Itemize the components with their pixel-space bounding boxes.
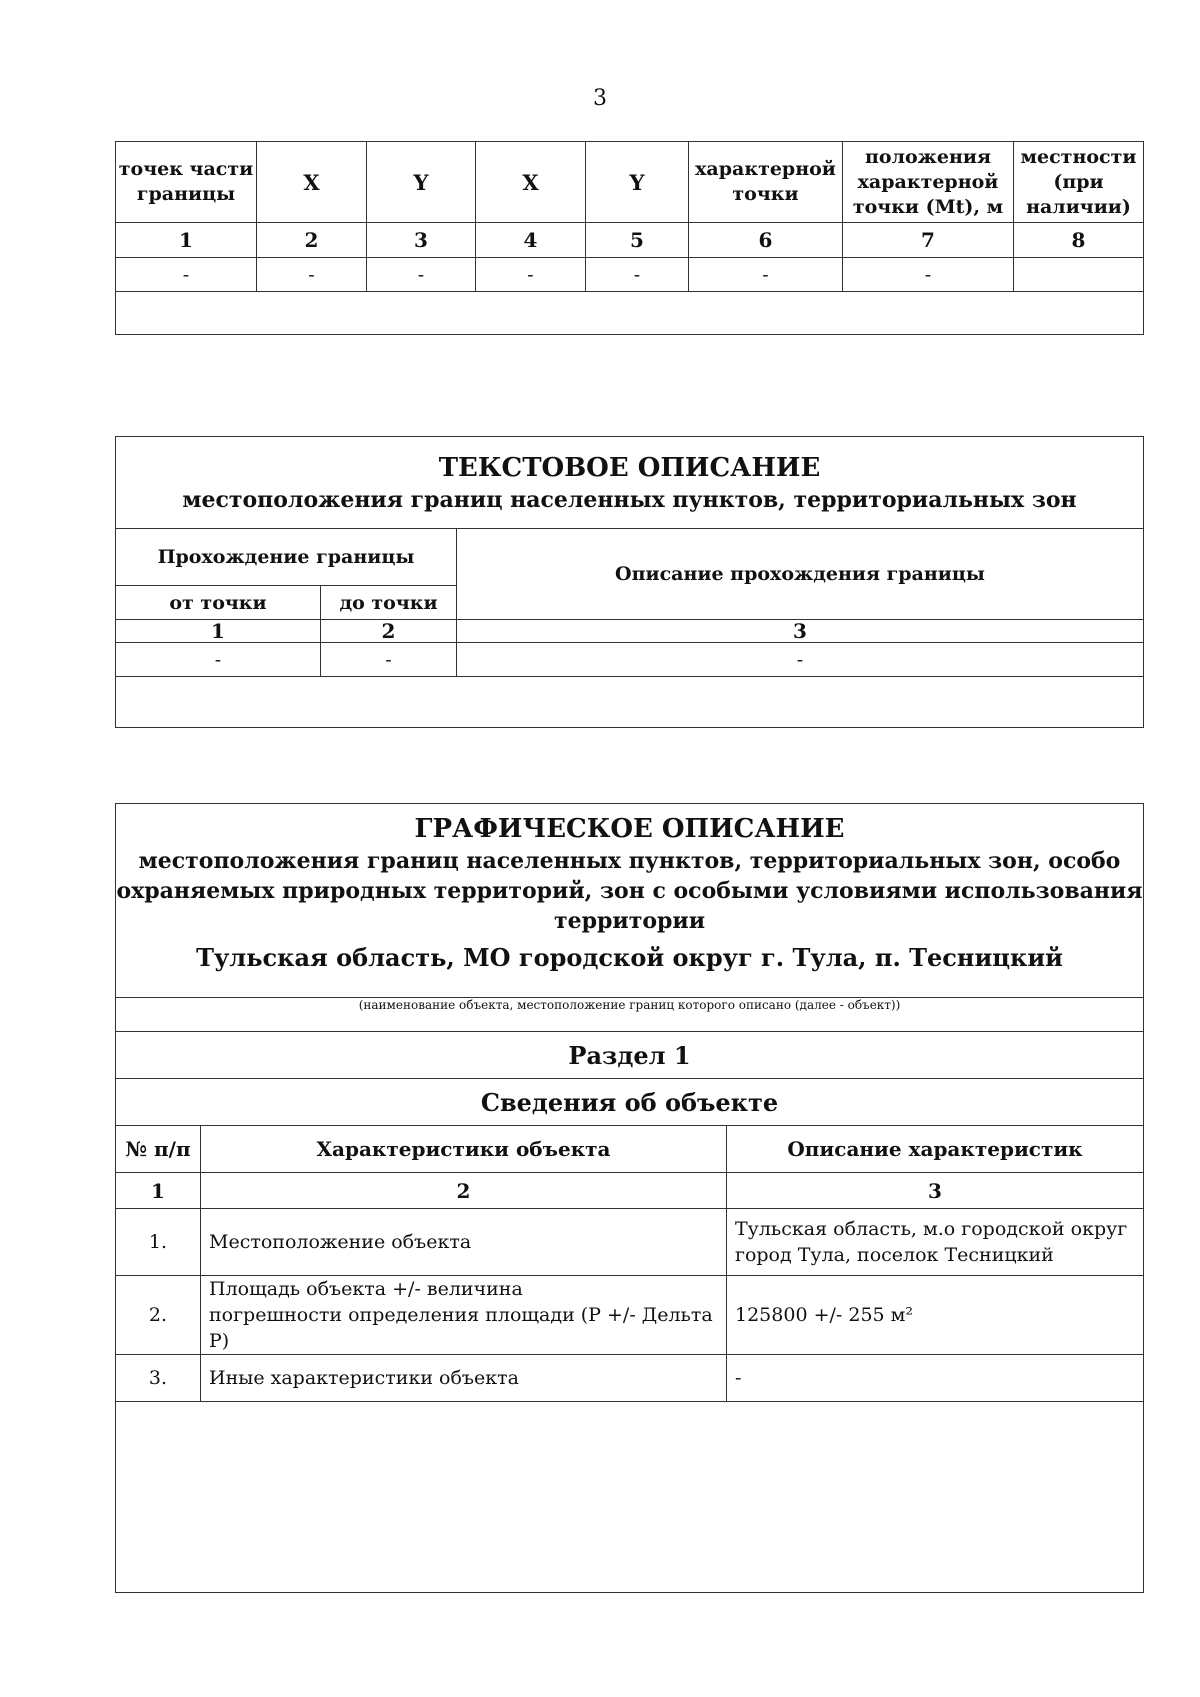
object-note-row <box>116 998 1144 1032</box>
table-cell: - <box>116 643 321 677</box>
table-header-row <box>116 1126 1144 1173</box>
object-name: Тульская область, МО городской округ г. Тула, п. Тесницкий <box>196 943 1063 972</box>
graphic-description-subtitle-line: охраняемых природных территорий, зон с особыми условиями использования <box>116 878 1143 904</box>
description-cell <box>727 1276 1144 1355</box>
section-title-row <box>116 1079 1144 1126</box>
column-number: 5 <box>586 223 689 258</box>
description-cell <box>727 1209 1144 1276</box>
section-title-row <box>116 437 1144 529</box>
graphic-description-subtitle-line: территории <box>553 908 706 934</box>
graphic-description-title: ГРАФИЧЕСКОЕ ОПИСАНИЕ <box>414 814 845 844</box>
section-row <box>116 1032 1144 1079</box>
header-cell: местности (при наличии) <box>1014 142 1144 223</box>
column-number: 1 <box>116 223 257 258</box>
table-cell: - <box>689 258 843 292</box>
column-number: 8 <box>1014 223 1144 258</box>
column-number: 3 <box>367 223 476 258</box>
empty-row <box>116 677 1144 728</box>
column-number: 1 <box>116 1173 201 1209</box>
column-number: 2 <box>201 1173 727 1209</box>
table-cell <box>1014 258 1144 292</box>
column-number: 2 <box>257 223 367 258</box>
graphic-description-subtitle-line: местоположения границ населенных пунктов, территориальных зон, особо <box>138 848 1121 874</box>
coordinates-table <box>115 141 1144 335</box>
table-cell: - <box>476 258 586 292</box>
empty-cell <box>116 677 1144 728</box>
header-cell: точек части границы <box>116 142 257 223</box>
header-cell: X <box>476 142 586 223</box>
passage-header: Прохождение границы <box>116 529 457 586</box>
characteristic-cell <box>201 1276 727 1355</box>
to-point-header: до точки <box>321 586 457 620</box>
table-cell: - <box>321 643 457 677</box>
characteristic-text: Иные характеристики объекта <box>209 1367 519 1389</box>
characteristic-cell <box>201 1209 727 1276</box>
section-title-row <box>116 804 1144 998</box>
column-number: 2 <box>321 620 457 643</box>
empty-cell <box>116 292 1144 335</box>
table-cell: - <box>116 258 257 292</box>
column-number: 1 <box>116 620 321 643</box>
text-description-title: ТЕКСТОВОЕ ОПИСАНИЕ <box>438 452 821 483</box>
header-cell: положения характерной точки (Mt), м <box>843 142 1014 223</box>
description-text: город Тула, поселок Тесницкий <box>735 1244 1054 1266</box>
empty-cell <box>116 1402 1144 1593</box>
header-cell: Y <box>367 142 476 223</box>
column-number: 4 <box>476 223 586 258</box>
table-cell: - <box>257 258 367 292</box>
table-row <box>116 258 1144 292</box>
description-text: 125800 +/- 255 м² <box>735 1304 914 1326</box>
table-row <box>116 1276 1144 1355</box>
table-row <box>116 643 1144 677</box>
column-number: 3 <box>457 620 1144 643</box>
table-row <box>116 1355 1144 1402</box>
characteristic-text: погрешности определения площади (P +/- Дельта P) <box>209 1304 713 1352</box>
table-cell: - <box>457 643 1144 677</box>
header-cell: Y <box>586 142 689 223</box>
page-number: 3 <box>593 86 607 111</box>
section-title-cell <box>116 437 1144 529</box>
empty-row <box>116 1402 1144 1593</box>
column-number: 6 <box>689 223 843 258</box>
column-number-row <box>116 620 1144 643</box>
section-title-cell <box>116 804 1144 998</box>
from-point-header: от точки <box>116 586 321 620</box>
table-header-row <box>116 142 1144 223</box>
graphic-description-table <box>115 803 1144 1593</box>
header-cell: X <box>257 142 367 223</box>
characteristic-text: Площадь объекта +/- величина <box>209 1278 523 1300</box>
section-heading: Раздел 1 <box>116 1032 1144 1079</box>
column-number-row <box>116 223 1144 258</box>
description-cell <box>727 1355 1144 1402</box>
number-header: № п/п <box>116 1126 201 1173</box>
table-row <box>116 1209 1144 1276</box>
column-number: 7 <box>843 223 1014 258</box>
characteristic-text: Местоположение объекта <box>209 1231 472 1253</box>
text-description-table <box>115 436 1144 728</box>
empty-row <box>116 292 1144 335</box>
section-title: Сведения об объекте <box>116 1079 1144 1126</box>
column-number: 3 <box>727 1173 1144 1209</box>
description-header: Описание прохождения границы <box>457 529 1144 620</box>
table-header-row <box>116 529 1144 586</box>
table-cell: - <box>586 258 689 292</box>
row-number: 2. <box>116 1276 201 1355</box>
description-header: Описание характеристик <box>727 1126 1144 1173</box>
description-text: - <box>735 1367 742 1389</box>
table-cell: - <box>367 258 476 292</box>
row-number: 3. <box>116 1355 201 1402</box>
header-cell: характерной точки <box>689 142 843 223</box>
characteristics-header: Характеристики объекта <box>201 1126 727 1173</box>
object-note: (наименование объекта, местоположение границ которого описано (далее - объект)) <box>116 998 1144 1032</box>
table-cell: - <box>843 258 1014 292</box>
column-number-row <box>116 1173 1144 1209</box>
row-number: 1. <box>116 1209 201 1276</box>
text-description-subtitle: местоположения границ населенных пунктов, территориальных зон <box>182 486 1077 513</box>
characteristic-cell <box>201 1355 727 1402</box>
description-text: Тульская область, м.о городской округ <box>735 1218 1128 1240</box>
